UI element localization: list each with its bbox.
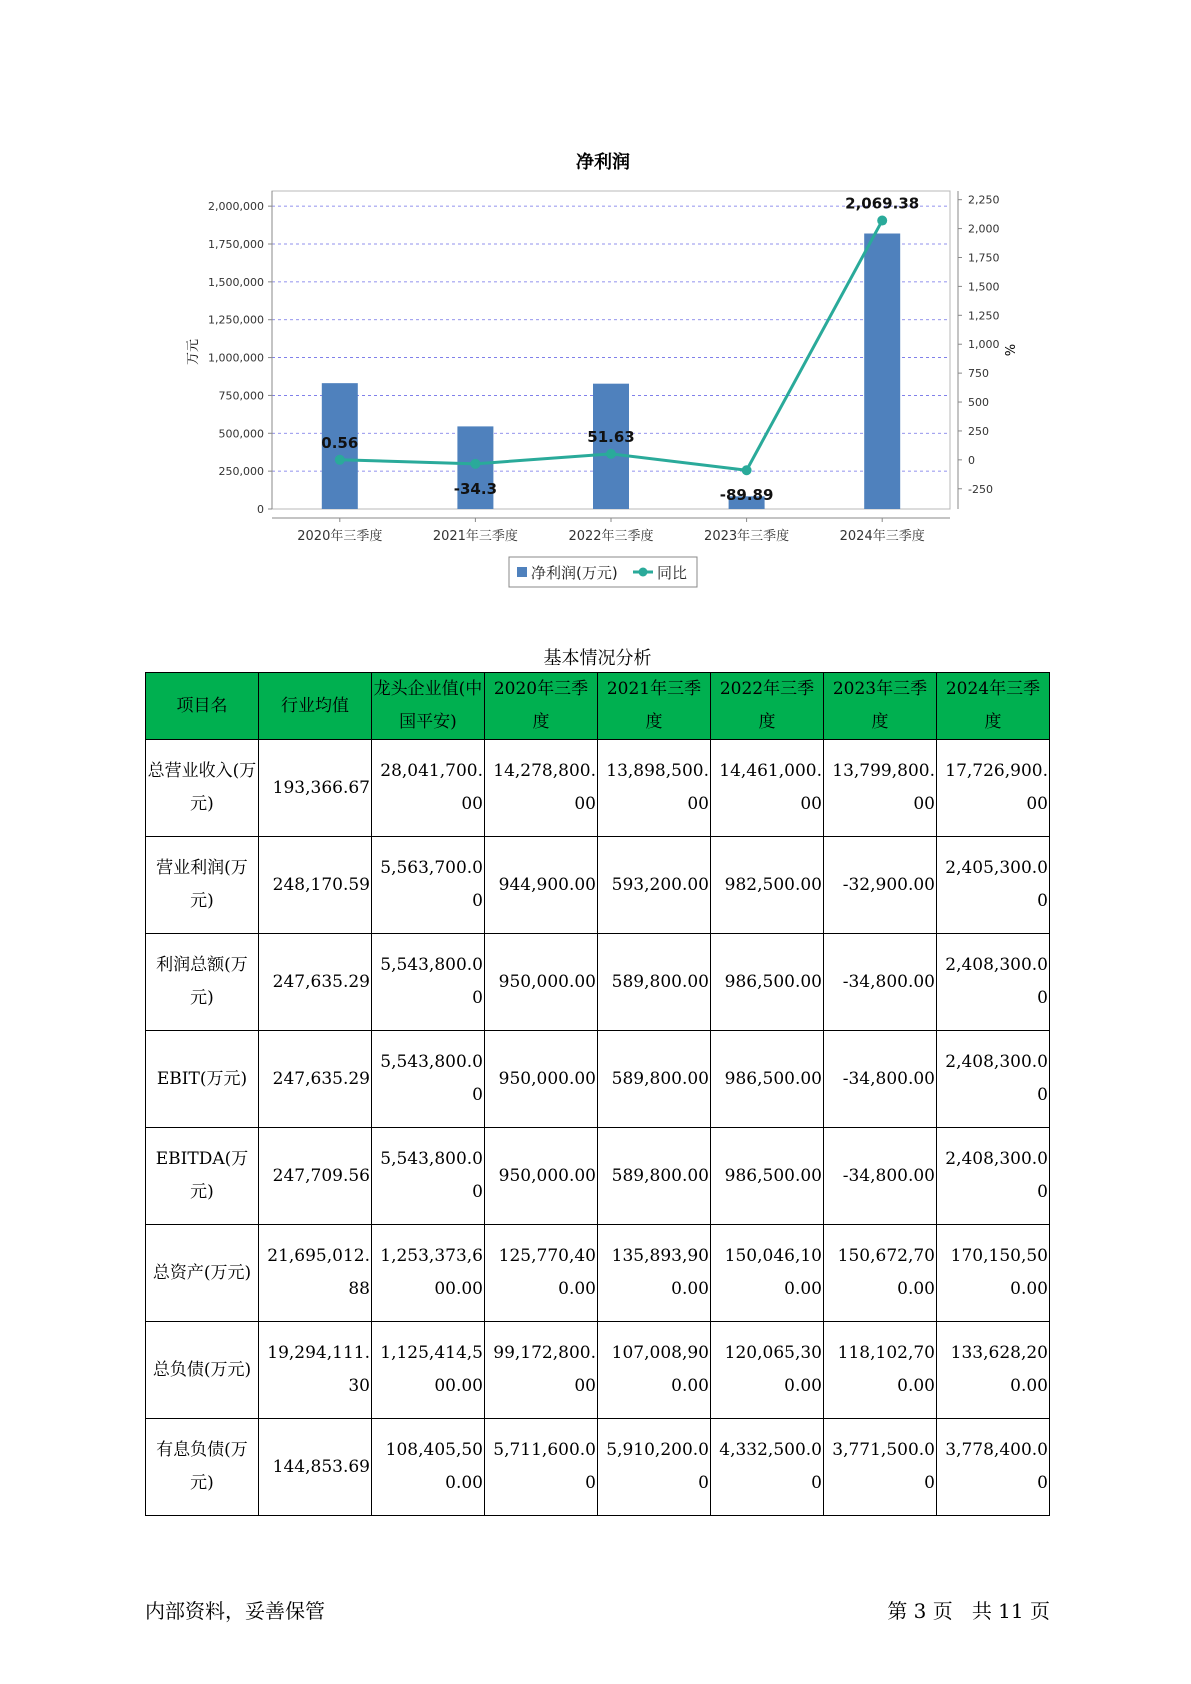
table-cell: 1,253,373,600.00: [372, 1225, 485, 1322]
table-cell: 2,405,300.00: [937, 837, 1050, 934]
table-cell: 17,726,900.00: [937, 740, 1050, 837]
y2-tick-label: 0: [968, 453, 975, 467]
table-cell: -34,800.00: [824, 1031, 937, 1128]
table-cell: 589,800.00: [598, 934, 711, 1031]
column-header: 项目名: [146, 673, 259, 740]
table-cell: 248,170.59: [259, 837, 372, 934]
table-cell: 125,770,400.00: [485, 1225, 598, 1322]
table-cell: 944,900.00: [485, 837, 598, 934]
bar: [864, 234, 900, 509]
table-cell: 2,408,300.00: [937, 1128, 1050, 1225]
table-cell: -32,900.00: [824, 837, 937, 934]
table-cell: 950,000.00: [485, 934, 598, 1031]
table-cell: 589,800.00: [598, 1031, 711, 1128]
table-cell: 170,150,500.00: [937, 1225, 1050, 1322]
table-cell: 118,102,700.00: [824, 1322, 937, 1419]
table-cell: 5,543,800.00: [372, 1128, 485, 1225]
table-cell: 247,635.29: [259, 1031, 372, 1128]
table-cell: 14,461,000.00: [711, 740, 824, 837]
legend-bar-swatch: [517, 567, 527, 577]
column-header: 行业均值: [259, 673, 372, 740]
table-cell: 3,771,500.00: [824, 1419, 937, 1516]
table-cell: 5,543,800.00: [372, 1031, 485, 1128]
table-cell: 2,408,300.00: [937, 1031, 1050, 1128]
table-cell: 5,910,200.00: [598, 1419, 711, 1516]
table-cell: -34,800.00: [824, 934, 937, 1031]
table-cell: 28,041,700.00: [372, 740, 485, 837]
data-label: 2,069.38: [845, 194, 920, 213]
table-row: [146, 934, 1050, 1031]
x-tick-label: 2023年三季度: [704, 529, 790, 544]
bar: [593, 384, 629, 509]
row-label: 总资产(万元): [146, 1225, 259, 1322]
table-cell: 21,695,012.88: [259, 1225, 372, 1322]
table-cell: 193,366.67: [259, 740, 372, 837]
column-header: 龙头企业值(中国平安): [372, 673, 485, 740]
table-cell: -34,800.00: [824, 1128, 937, 1225]
table-row: [146, 1419, 1050, 1516]
column-header: 2021年三季度: [598, 673, 711, 740]
net-profit-chart: [0, 0, 1191, 640]
legend-line-marker: [639, 568, 648, 577]
column-header: 2024年三季度: [937, 673, 1050, 740]
row-label: 总负债(万元): [146, 1322, 259, 1419]
y2-tick-label: 500: [968, 396, 989, 410]
row-label: 总营业收入(万元): [146, 740, 259, 837]
table-cell: 107,008,900.00: [598, 1322, 711, 1419]
data-label: 51.63: [587, 427, 635, 446]
table-row: [146, 740, 1050, 837]
x-tick-label: 2020年三季度: [297, 529, 383, 544]
table-cell: 5,563,700.00: [372, 837, 485, 934]
table-cell: 982,500.00: [711, 837, 824, 934]
table-row: [146, 837, 1050, 934]
line-point: [470, 459, 480, 469]
table-cell: 144,853.69: [259, 1419, 372, 1516]
y2-tick-label: 1,750: [968, 251, 1000, 265]
column-header: 2020年三季度: [485, 673, 598, 740]
row-label: 营业利润(万元): [146, 837, 259, 934]
y-tick-label: 750,000: [218, 389, 264, 403]
table-cell: 589,800.00: [598, 1128, 711, 1225]
table-cell: 150,672,700.00: [824, 1225, 937, 1322]
table-cell: 120,065,300.00: [711, 1322, 824, 1419]
line-point: [606, 449, 616, 459]
y-tick-label: 1,500,000: [208, 275, 264, 289]
table-row: [146, 1225, 1050, 1322]
table-cell: 99,172,800.00: [485, 1322, 598, 1419]
table-cell: 950,000.00: [485, 1031, 598, 1128]
table-cell: 593,200.00: [598, 837, 711, 934]
data-label: -34.3: [453, 479, 498, 498]
table-cell: 986,500.00: [711, 1031, 824, 1128]
table-caption: 基本情况分析: [543, 648, 652, 669]
line-point: [877, 216, 887, 226]
table-cell: 150,046,100.00: [711, 1225, 824, 1322]
legend-line-label: 同比: [657, 564, 688, 582]
y2-tick-label: 250: [968, 424, 989, 438]
line-point: [335, 455, 345, 465]
table-header-row: [146, 673, 1050, 740]
basic-analysis-table: [145, 672, 1050, 1516]
column-header: 2023年三季度: [824, 673, 937, 740]
table-cell: 5,711,600.00: [485, 1419, 598, 1516]
data-label: -89.89: [719, 486, 774, 505]
x-tick-label: 2024年三季度: [839, 529, 925, 544]
table-cell: 2,408,300.00: [937, 934, 1050, 1031]
table-cell: 986,500.00: [711, 934, 824, 1031]
table-cell: 13,799,800.00: [824, 740, 937, 837]
table-cell: 986,500.00: [711, 1128, 824, 1225]
y2-axis-title: %: [1001, 343, 1016, 357]
table-cell: 5,543,800.00: [372, 934, 485, 1031]
y-tick-label: 500,000: [218, 427, 264, 441]
y-tick-label: 250,000: [218, 465, 264, 479]
table-cell: 135,893,900.00: [598, 1225, 711, 1322]
table-cell: 133,628,200.00: [937, 1322, 1050, 1419]
table-cell: 13,898,500.00: [598, 740, 711, 837]
table-cell: 108,405,500.00: [372, 1419, 485, 1516]
y2-tick-label: -250: [968, 482, 993, 496]
table-row: [146, 1031, 1050, 1128]
y2-tick-label: 1,500: [968, 280, 1000, 294]
footer-page-number: 第 3 页 共 11 页: [887, 1599, 1050, 1623]
y2-tick-label: 750: [968, 367, 989, 381]
y2-tick-label: 1,000: [968, 338, 1000, 352]
row-label: EBIT(万元): [146, 1031, 259, 1128]
y-tick-label: 2,000,000: [208, 200, 264, 214]
column-header: 2022年三季度: [711, 673, 824, 740]
table-cell: 14,278,800.00: [485, 740, 598, 837]
table-cell: 247,709.56: [259, 1128, 372, 1225]
table-cell: 19,294,111.30: [259, 1322, 372, 1419]
table-cell: 950,000.00: [485, 1128, 598, 1225]
y-tick-label: 1,750,000: [208, 238, 264, 251]
table-row: [146, 1322, 1050, 1419]
table-cell: 1,125,414,500.00: [372, 1322, 485, 1419]
chart-title: 净利润: [576, 152, 630, 173]
data-label: 0.56: [321, 433, 359, 452]
line-point: [742, 465, 752, 475]
x-tick-label: 2021年三季度: [432, 529, 518, 544]
table-cell: 247,635.29: [259, 934, 372, 1031]
y-tick-label: 1,000,000: [208, 351, 264, 365]
y-tick-label: 1,250,000: [208, 313, 264, 327]
table-cell: 4,332,500.00: [711, 1419, 824, 1516]
footer-confidential-note: 内部资料，妥善保管: [145, 1599, 325, 1623]
y2-tick-label: 1,250: [968, 309, 1000, 323]
row-label: EBITDA(万元): [146, 1128, 259, 1225]
y2-tick-label: 2,250: [968, 193, 1000, 207]
table-row: [146, 1128, 1050, 1225]
row-label: 利润总额(万元): [146, 934, 259, 1031]
y2-tick-label: 2,000: [968, 222, 1000, 236]
legend-bar-label: 净利润(万元): [531, 564, 618, 582]
y-axis-title: 万元: [186, 338, 201, 366]
x-tick-label: 2022年三季度: [568, 529, 654, 544]
row-label: 有息负债(万元): [146, 1419, 259, 1516]
y-tick-label: 0: [257, 503, 264, 516]
table-cell: 3,778,400.00: [937, 1419, 1050, 1516]
